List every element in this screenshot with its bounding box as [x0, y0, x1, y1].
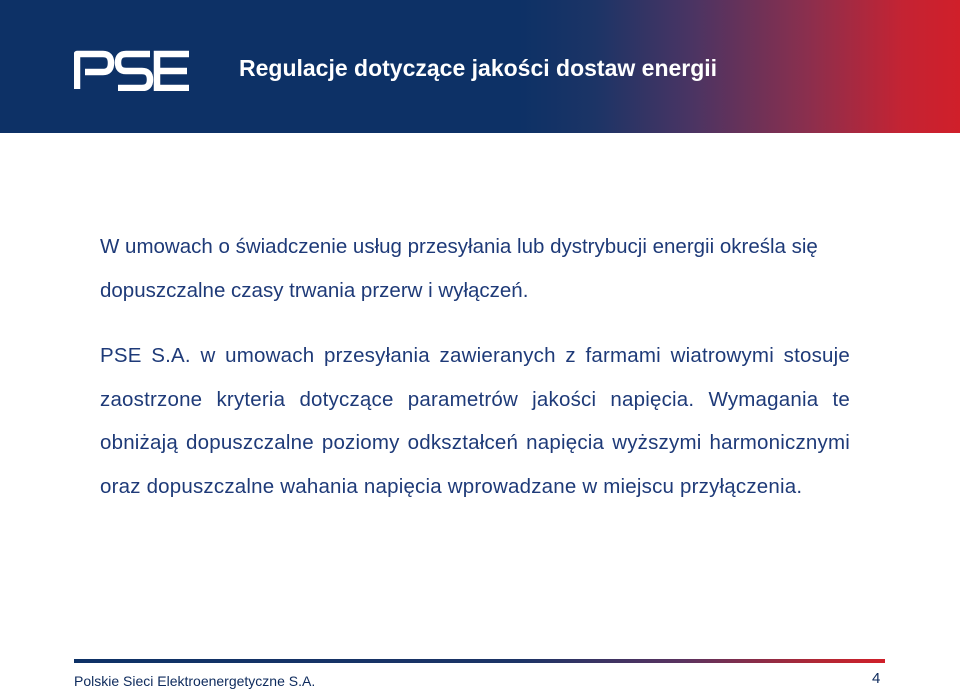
slide-title: Regulacje dotyczące jakości dostaw energii	[239, 55, 718, 81]
pse-logo-icon	[74, 47, 192, 91]
slide-body	[100, 225, 850, 508]
paragraph-wind-farms: PSE S.A. w umowach przesyłania zawieranych z farmami wiatrowymi stosuje zaostrzone kryteria dotyczące parametrów jakości napięcia. Wymagania te obniżają dopuszczalne poziomy odkształceń napięcia wyższymi harmonicznymi oraz dopuszczalne wahania napięcia wprowadzane w miejscu przyłączenia.	[100, 344, 850, 498]
footer-company-name: Polskie Sieci Elektroenergetyczne S.A.	[74, 673, 316, 689]
footer-divider	[74, 659, 885, 663]
header-banner	[0, 0, 960, 133]
paragraph-interruptions: W umowach o świadczenie usług przesyłania lub dystrybucji energii określa się dopuszczalne czasy trwania przerw i wyłączeń.	[100, 235, 818, 302]
pse-logo	[74, 47, 192, 91]
page-number: 4	[872, 670, 881, 687]
